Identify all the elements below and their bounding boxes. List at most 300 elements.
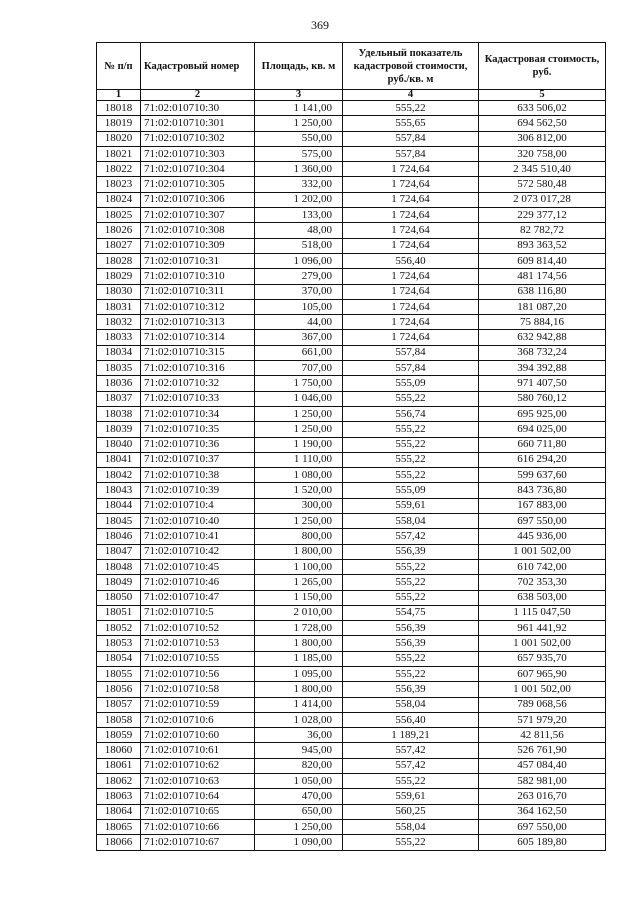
area-cell: 1 100,00	[255, 559, 343, 574]
header-area: Площадь, кв. м	[255, 43, 343, 90]
area-cell: 800,00	[255, 529, 343, 544]
table-row	[97, 483, 606, 498]
cadastral-cost-cell: 843 736,80	[479, 483, 606, 498]
specific-value-cell: 555,22	[343, 452, 479, 467]
specific-value-cell: 1 724,64	[343, 223, 479, 238]
table-row	[97, 330, 606, 345]
cadastral-number-cell: 71:02:010710:33	[141, 391, 255, 406]
row-number-cell: 18037	[97, 391, 141, 406]
cadastral-cost-cell: 571 979,20	[479, 712, 606, 727]
table-row	[97, 712, 606, 727]
cadastral-number-cell: 71:02:010710:301	[141, 116, 255, 131]
table-row	[97, 804, 606, 819]
row-number-cell: 18039	[97, 422, 141, 437]
cadastral-number-cell: 71:02:010710:56	[141, 666, 255, 681]
row-number-cell: 18018	[97, 101, 141, 116]
area-cell: 707,00	[255, 361, 343, 376]
table-row	[97, 345, 606, 360]
row-number-cell: 18026	[97, 223, 141, 238]
header-cadastral-cost: Кадастровая стоимость, руб.	[479, 43, 606, 90]
cadastral-cost-cell: 616 294,20	[479, 452, 606, 467]
specific-value-cell: 555,22	[343, 101, 479, 116]
table-row	[97, 253, 606, 268]
specific-value-cell: 555,22	[343, 651, 479, 666]
area-cell: 1 080,00	[255, 468, 343, 483]
cadastral-number-cell: 71:02:010710:61	[141, 743, 255, 758]
cadastral-number-cell: 71:02:010710:41	[141, 529, 255, 544]
table-row	[97, 101, 606, 116]
table-row	[97, 452, 606, 467]
row-number-cell: 18019	[97, 116, 141, 131]
specific-value-cell: 555,65	[343, 116, 479, 131]
cadastral-number-cell: 71:02:010710:64	[141, 789, 255, 804]
cadastral-cost-cell: 1 115 047,50	[479, 605, 606, 620]
header-specific-value: Удельный показатель кадастровой стоимости, руб./кв. м	[343, 43, 479, 90]
table-row	[97, 682, 606, 697]
cadastral-cost-cell: 2 073 017,28	[479, 192, 606, 207]
table-row	[97, 666, 606, 681]
table-row	[97, 636, 606, 651]
area-cell: 133,00	[255, 208, 343, 223]
table-row	[97, 391, 606, 406]
cadastral-number-cell: 71:02:010710:305	[141, 177, 255, 192]
cadastral-number-cell: 71:02:010710:59	[141, 697, 255, 712]
row-number-cell: 18038	[97, 406, 141, 421]
table-row	[97, 437, 606, 452]
cadastral-number-cell: 71:02:010710:66	[141, 819, 255, 834]
cadastral-number-cell: 71:02:010710:309	[141, 238, 255, 253]
specific-value-cell: 1 724,64	[343, 330, 479, 345]
cadastral-number-cell: 71:02:010710:52	[141, 621, 255, 636]
row-number-cell: 18027	[97, 238, 141, 253]
table-row	[97, 835, 606, 850]
area-cell: 1 095,00	[255, 666, 343, 681]
specific-value-cell: 556,39	[343, 621, 479, 636]
area-cell: 1 185,00	[255, 651, 343, 666]
row-number-cell: 18056	[97, 682, 141, 697]
specific-value-cell: 555,22	[343, 835, 479, 850]
row-number-cell: 18047	[97, 544, 141, 559]
cadastral-cost-cell: 633 506,02	[479, 101, 606, 116]
cadastral-cost-cell: 82 782,72	[479, 223, 606, 238]
table-row	[97, 299, 606, 314]
cadastral-cost-cell: 893 363,52	[479, 238, 606, 253]
cadastral-cost-cell: 694 025,00	[479, 422, 606, 437]
area-cell: 2 010,00	[255, 605, 343, 620]
cadastral-cost-cell: 657 935,70	[479, 651, 606, 666]
area-cell: 1 150,00	[255, 590, 343, 605]
area-cell: 1 250,00	[255, 406, 343, 421]
table-row	[97, 559, 606, 574]
table-row	[97, 315, 606, 330]
cadastral-number-cell: 71:02:010710:55	[141, 651, 255, 666]
area-cell: 1 250,00	[255, 514, 343, 529]
table-body	[97, 101, 606, 851]
cadastral-number-cell: 71:02:010710:45	[141, 559, 255, 574]
cadastral-number-cell: 71:02:010710:42	[141, 544, 255, 559]
specific-value-cell: 555,09	[343, 376, 479, 391]
area-cell: 1 800,00	[255, 544, 343, 559]
specific-value-cell: 555,22	[343, 437, 479, 452]
cadastral-cost-cell: 526 761,90	[479, 743, 606, 758]
specific-value-cell: 1 724,64	[343, 177, 479, 192]
row-number-cell: 18036	[97, 376, 141, 391]
cadastral-cost-cell: 607 965,90	[479, 666, 606, 681]
cadastral-cost-cell: 306 812,00	[479, 131, 606, 146]
area-cell: 1 096,00	[255, 253, 343, 268]
table-row	[97, 697, 606, 712]
table-row	[97, 621, 606, 636]
row-number-cell: 18045	[97, 514, 141, 529]
area-cell: 1 090,00	[255, 835, 343, 850]
cadastral-number-cell: 71:02:010710:35	[141, 422, 255, 437]
specific-value-cell: 560,25	[343, 804, 479, 819]
cadastral-cost-cell: 609 814,40	[479, 253, 606, 268]
specific-value-cell: 1 724,64	[343, 299, 479, 314]
cadastral-cost-cell: 697 550,00	[479, 514, 606, 529]
row-number-cell: 18029	[97, 269, 141, 284]
row-number-cell: 18030	[97, 284, 141, 299]
cadastral-cost-cell: 638 503,00	[479, 590, 606, 605]
cadastral-number-cell: 71:02:010710:314	[141, 330, 255, 345]
area-cell: 1 202,00	[255, 192, 343, 207]
area-cell: 1 265,00	[255, 575, 343, 590]
specific-value-cell: 556,39	[343, 682, 479, 697]
cadastral-cost-cell: 42 811,56	[479, 728, 606, 743]
cadastral-number-cell: 71:02:010710:47	[141, 590, 255, 605]
row-number-cell: 18041	[97, 452, 141, 467]
column-number: 1	[97, 90, 141, 101]
row-number-cell: 18061	[97, 758, 141, 773]
row-number-cell: 18053	[97, 636, 141, 651]
table-row	[97, 575, 606, 590]
row-number-cell: 18048	[97, 559, 141, 574]
row-number-cell: 18044	[97, 498, 141, 513]
table-row	[97, 468, 606, 483]
specific-value-cell: 557,84	[343, 345, 479, 360]
area-cell: 279,00	[255, 269, 343, 284]
table-row	[97, 406, 606, 421]
specific-value-cell: 555,22	[343, 590, 479, 605]
cadastral-number-cell: 71:02:010710:34	[141, 406, 255, 421]
cadastral-cost-cell: 368 732,24	[479, 345, 606, 360]
cadastral-number-cell: 71:02:010710:304	[141, 162, 255, 177]
table-row	[97, 422, 606, 437]
table-row	[97, 590, 606, 605]
table-row	[97, 162, 606, 177]
table-row	[97, 146, 606, 161]
cadastral-cost-cell: 599 637,60	[479, 468, 606, 483]
table-row	[97, 116, 606, 131]
area-cell: 1 141,00	[255, 101, 343, 116]
table-row	[97, 223, 606, 238]
row-number-cell: 18025	[97, 208, 141, 223]
area-cell: 575,00	[255, 146, 343, 161]
specific-value-cell: 1 724,64	[343, 315, 479, 330]
cadastral-cost-cell: 457 084,40	[479, 758, 606, 773]
specific-value-cell: 555,09	[343, 483, 479, 498]
cadastral-cost-cell: 364 162,50	[479, 804, 606, 819]
table-row	[97, 743, 606, 758]
cadastral-cost-cell: 582 981,00	[479, 774, 606, 789]
cadastral-cost-cell: 695 925,00	[479, 406, 606, 421]
cadastral-cost-cell: 394 392,88	[479, 361, 606, 376]
area-cell: 1 250,00	[255, 422, 343, 437]
column-number: 3	[255, 90, 343, 101]
cadastral-number-cell: 71:02:010710:62	[141, 758, 255, 773]
specific-value-cell: 1 724,64	[343, 162, 479, 177]
cadastral-number-cell: 71:02:010710:32	[141, 376, 255, 391]
specific-value-cell: 557,84	[343, 361, 479, 376]
table-row	[97, 284, 606, 299]
table-row	[97, 758, 606, 773]
specific-value-cell: 559,61	[343, 498, 479, 513]
table-row	[97, 498, 606, 513]
table-row	[97, 192, 606, 207]
area-cell: 1 250,00	[255, 116, 343, 131]
area-cell: 1 520,00	[255, 483, 343, 498]
specific-value-cell: 557,42	[343, 743, 479, 758]
area-cell: 36,00	[255, 728, 343, 743]
area-cell: 1 800,00	[255, 682, 343, 697]
cadastral-cost-cell: 605 189,80	[479, 835, 606, 850]
area-cell: 650,00	[255, 804, 343, 819]
area-cell: 661,00	[255, 345, 343, 360]
cadastral-cost-cell: 961 441,92	[479, 621, 606, 636]
cadastral-value-table	[96, 42, 606, 851]
row-number-cell: 18040	[97, 437, 141, 452]
specific-value-cell: 555,22	[343, 774, 479, 789]
area-cell: 1 728,00	[255, 621, 343, 636]
specific-value-cell: 557,84	[343, 131, 479, 146]
column-number-row	[97, 90, 606, 101]
specific-value-cell: 555,22	[343, 559, 479, 574]
table-header	[97, 43, 606, 101]
specific-value-cell: 1 724,64	[343, 208, 479, 223]
row-number-cell: 18028	[97, 253, 141, 268]
specific-value-cell: 556,40	[343, 712, 479, 727]
specific-value-cell: 1 724,64	[343, 192, 479, 207]
table-row	[97, 177, 606, 192]
specific-value-cell: 555,22	[343, 575, 479, 590]
cadastral-number-cell: 71:02:010710:5	[141, 605, 255, 620]
cadastral-cost-cell: 971 407,50	[479, 376, 606, 391]
area-cell: 550,00	[255, 131, 343, 146]
cadastral-cost-cell: 1 001 502,00	[479, 544, 606, 559]
cadastral-number-cell: 71:02:010710:307	[141, 208, 255, 223]
table-row	[97, 269, 606, 284]
area-cell: 44,00	[255, 315, 343, 330]
cadastral-number-cell: 71:02:010710:308	[141, 223, 255, 238]
cadastral-cost-cell: 580 760,12	[479, 391, 606, 406]
cadastral-number-cell: 71:02:010710:38	[141, 468, 255, 483]
cadastral-cost-cell: 320 758,00	[479, 146, 606, 161]
column-number: 4	[343, 90, 479, 101]
cadastral-cost-cell: 632 942,88	[479, 330, 606, 345]
table-row	[97, 774, 606, 789]
table-row	[97, 514, 606, 529]
page-number: 369	[311, 18, 329, 32]
header-cadastral-number: Кадастровый номер	[141, 43, 255, 90]
area-cell: 332,00	[255, 177, 343, 192]
area-cell: 1 800,00	[255, 636, 343, 651]
specific-value-cell: 555,22	[343, 468, 479, 483]
table-row	[97, 544, 606, 559]
cadastral-number-cell: 71:02:010710:36	[141, 437, 255, 452]
cadastral-number-cell: 71:02:010710:310	[141, 269, 255, 284]
cadastral-number-cell: 71:02:010710:39	[141, 483, 255, 498]
row-number-cell: 18054	[97, 651, 141, 666]
area-cell: 367,00	[255, 330, 343, 345]
cadastral-number-cell: 71:02:010710:302	[141, 131, 255, 146]
cadastral-number-cell: 71:02:010710:4	[141, 498, 255, 513]
row-number-cell: 18057	[97, 697, 141, 712]
column-number: 2	[141, 90, 255, 101]
cadastral-number-cell: 71:02:010710:315	[141, 345, 255, 360]
cadastral-cost-cell: 610 742,00	[479, 559, 606, 574]
cadastral-cost-cell: 702 353,30	[479, 575, 606, 590]
specific-value-cell: 558,04	[343, 819, 479, 834]
cadastral-number-cell: 71:02:010710:60	[141, 728, 255, 743]
row-number-cell: 18059	[97, 728, 141, 743]
specific-value-cell: 555,22	[343, 422, 479, 437]
area-cell: 1 190,00	[255, 437, 343, 452]
specific-value-cell: 1 724,64	[343, 284, 479, 299]
cadastral-number-cell: 71:02:010710:311	[141, 284, 255, 299]
row-number-cell: 18049	[97, 575, 141, 590]
row-number-cell: 18060	[97, 743, 141, 758]
area-cell: 300,00	[255, 498, 343, 513]
header-row-number: № п/п	[97, 43, 141, 90]
row-number-cell: 18021	[97, 146, 141, 161]
specific-value-cell: 556,39	[343, 636, 479, 651]
area-cell: 1 250,00	[255, 819, 343, 834]
area-cell: 1 110,00	[255, 452, 343, 467]
table-row	[97, 131, 606, 146]
row-number-cell: 18043	[97, 483, 141, 498]
row-number-cell: 18031	[97, 299, 141, 314]
area-cell: 1 414,00	[255, 697, 343, 712]
table-row	[97, 728, 606, 743]
row-number-cell: 18055	[97, 666, 141, 681]
area-cell: 820,00	[255, 758, 343, 773]
area-cell: 945,00	[255, 743, 343, 758]
cadastral-number-cell: 71:02:010710:313	[141, 315, 255, 330]
row-number-cell: 18058	[97, 712, 141, 727]
cadastral-number-cell: 71:02:010710:6	[141, 712, 255, 727]
row-number-cell: 18034	[97, 345, 141, 360]
cadastral-number-cell: 71:02:010710:58	[141, 682, 255, 697]
specific-value-cell: 557,42	[343, 758, 479, 773]
table-row	[97, 529, 606, 544]
cadastral-cost-cell: 263 016,70	[479, 789, 606, 804]
row-number-cell: 18033	[97, 330, 141, 345]
area-cell: 48,00	[255, 223, 343, 238]
cadastral-cost-cell: 2 345 510,40	[479, 162, 606, 177]
cadastral-number-cell: 71:02:010710:63	[141, 774, 255, 789]
row-number-cell: 18042	[97, 468, 141, 483]
specific-value-cell: 559,61	[343, 789, 479, 804]
area-cell: 1 750,00	[255, 376, 343, 391]
specific-value-cell: 555,22	[343, 666, 479, 681]
cadastral-cost-cell: 638 116,80	[479, 284, 606, 299]
row-number-cell: 18050	[97, 590, 141, 605]
cadastral-number-cell: 71:02:010710:37	[141, 452, 255, 467]
row-number-cell: 18062	[97, 774, 141, 789]
row-number-cell: 18032	[97, 315, 141, 330]
cadastral-number-cell: 71:02:010710:30	[141, 101, 255, 116]
table-row	[97, 651, 606, 666]
cadastral-cost-cell: 572 580,48	[479, 177, 606, 192]
specific-value-cell: 557,42	[343, 529, 479, 544]
cadastral-cost-cell: 75 884,16	[479, 315, 606, 330]
row-number-cell: 18024	[97, 192, 141, 207]
header-row	[97, 43, 606, 90]
row-number-cell: 18064	[97, 804, 141, 819]
row-number-cell: 18035	[97, 361, 141, 376]
cadastral-cost-cell: 660 711,80	[479, 437, 606, 452]
cadastral-cost-cell: 1 001 502,00	[479, 682, 606, 697]
area-cell: 1 360,00	[255, 162, 343, 177]
area-cell: 470,00	[255, 789, 343, 804]
cadastral-number-cell: 71:02:010710:67	[141, 835, 255, 850]
row-number-cell: 18046	[97, 529, 141, 544]
cadastral-number-cell: 71:02:010710:303	[141, 146, 255, 161]
specific-value-cell: 556,40	[343, 253, 479, 268]
row-number-cell: 18051	[97, 605, 141, 620]
row-number-cell: 18063	[97, 789, 141, 804]
specific-value-cell: 558,04	[343, 697, 479, 712]
column-number: 5	[479, 90, 606, 101]
cadastral-cost-cell: 481 174,56	[479, 269, 606, 284]
row-number-cell: 18023	[97, 177, 141, 192]
cadastral-number-cell: 71:02:010710:65	[141, 804, 255, 819]
table-row	[97, 208, 606, 223]
table-row	[97, 238, 606, 253]
area-cell: 518,00	[255, 238, 343, 253]
cadastral-cost-cell: 229 377,12	[479, 208, 606, 223]
area-cell: 1 050,00	[255, 774, 343, 789]
area-cell: 1 028,00	[255, 712, 343, 727]
specific-value-cell: 1 724,64	[343, 269, 479, 284]
specific-value-cell: 1 189,21	[343, 728, 479, 743]
specific-value-cell: 554,75	[343, 605, 479, 620]
row-number-cell: 18065	[97, 819, 141, 834]
specific-value-cell: 556,74	[343, 406, 479, 421]
cadastral-cost-cell: 1 001 502,00	[479, 636, 606, 651]
cadastral-number-cell: 71:02:010710:312	[141, 299, 255, 314]
area-cell: 105,00	[255, 299, 343, 314]
cadastral-cost-cell: 181 087,20	[479, 299, 606, 314]
table-row	[97, 789, 606, 804]
specific-value-cell: 555,22	[343, 391, 479, 406]
cadastral-number-cell: 71:02:010710:31	[141, 253, 255, 268]
specific-value-cell: 1 724,64	[343, 238, 479, 253]
area-cell: 1 046,00	[255, 391, 343, 406]
row-number-cell: 18052	[97, 621, 141, 636]
cadastral-cost-cell: 445 936,00	[479, 529, 606, 544]
row-number-cell: 18066	[97, 835, 141, 850]
cadastral-number-cell: 71:02:010710:306	[141, 192, 255, 207]
table-row	[97, 361, 606, 376]
cadastral-number-cell: 71:02:010710:53	[141, 636, 255, 651]
cadastral-cost-cell: 697 550,00	[479, 819, 606, 834]
area-cell: 370,00	[255, 284, 343, 299]
cadastral-number-cell: 71:02:010710:46	[141, 575, 255, 590]
cadastral-cost-cell: 694 562,50	[479, 116, 606, 131]
cadastral-number-cell: 71:02:010710:40	[141, 514, 255, 529]
table-row	[97, 376, 606, 391]
